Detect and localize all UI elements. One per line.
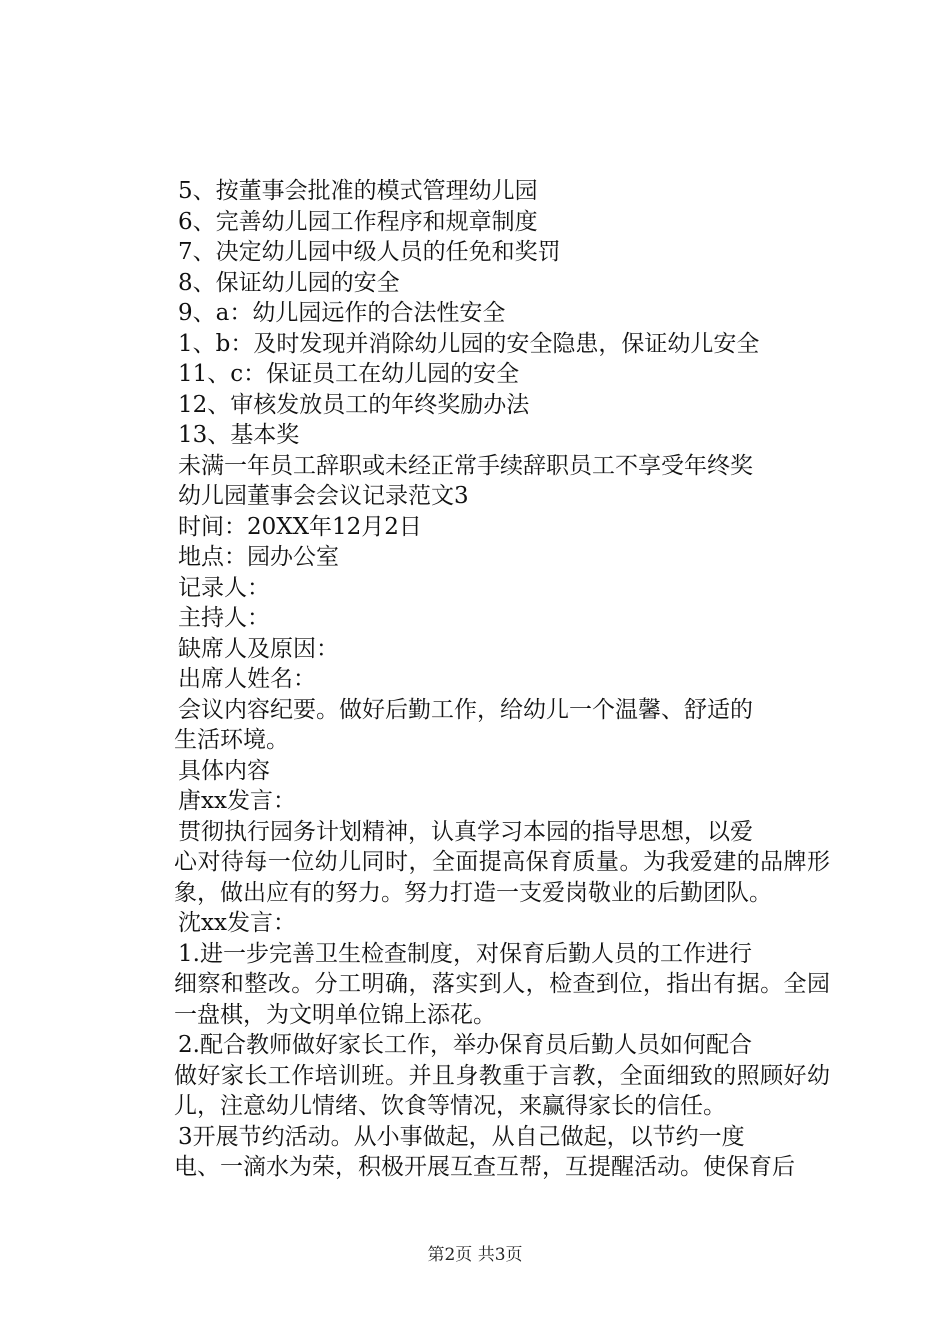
document-body [174,176,830,1183]
list-item: 6、完善幼儿园工作程序和规章制度 [178,208,538,235]
paragraph-first-line: 1.进一步完善卫生检查制度，对保育后勤人员的工作进行 [178,940,752,967]
meeting-host: 主持人： [178,605,270,631]
paragraph-rest: 生活环境。 [174,727,289,753]
paragraph-speech [176,817,830,909]
paragraph-rest: 电、一滴水为荣，积极开展互查互帮，互提醒活动。使保育后 [174,1154,795,1180]
paragraph-summary [176,695,830,756]
list-item: 13、基本奖 [178,422,300,448]
text-line: 未满一年员工辞职或未经正常手续辞职员工不享受年终奖 [178,452,753,479]
meeting-time: 时间：20XX年12月2日 [178,513,422,540]
paragraph-item [176,1122,830,1183]
meeting-recorder: 记录人： [178,574,270,601]
meeting-location: 地点：园办公室 [178,544,339,570]
paragraph-first-line: 贯彻执行园务计划精神，认真学习本园的指导思想，以爱 [178,818,753,845]
list-item: 12、审核发放员工的年终奖励办法 [178,391,530,418]
speaker-label [176,786,830,817]
paragraph-rest: 心对待每一位幼儿同时，全面提高保育质量。为我爱建的品牌形象，做出应有的努力。努力打造一支爱岗敬业的后勤团队。 [174,849,830,906]
list-item: 1、b：及时发现并消除幼儿园的安全隐患，保证幼儿安全 [178,330,760,357]
meeting-attendees: 出席人姓名： [178,666,316,692]
paragraph-item [176,939,830,1031]
paragraph-rest: 做好家长工作培训班。并且身教重于言教，全面细致的照顾好幼儿，注意幼儿情绪、饮食等情况，来赢得家长的信任。 [174,1062,830,1119]
page-footer: 第2页 共3页 [427,1245,523,1265]
paragraph-first-line: 2.配合教师做好家长工作，举办保育员后勤人员如何配合 [178,1032,752,1058]
paragraph-first-line: 会议内容纪要。做好后勤工作，给幼儿一个温馨、舒适的 [178,696,753,723]
list-item: 7、决定幼儿园中级人员的任免和奖罚 [178,239,561,265]
list-item: 8、保证幼儿园的安全 [178,269,400,296]
paragraph-heading [176,756,830,787]
meeting-absent: 缺席人及原因： [178,635,339,662]
list-item: 9、a：幼儿园远作的合法性安全 [178,300,506,326]
paragraph-first-line: 沈xx发言： [178,910,296,936]
section-title: 幼儿园董事会会议记录范文3 [178,483,469,509]
paragraph-rest: 细察和整改。分工明确，落实到人，检查到位，指出有据。全园一盘棋，为文明单位锦上添花。 [174,971,830,1028]
paragraph-first-line: 3开展节约活动。从小事做起，从自己做起，以节约一度 [178,1123,745,1150]
paragraph-first-line: 具体内容 [178,757,270,784]
paragraph-first-line: 唐xx发言： [178,788,296,814]
list-item: 5、按董事会批准的模式管理幼儿园 [178,178,538,204]
paragraph-item [176,1030,830,1122]
list-item: 11、c：保证员工在幼儿园的安全 [178,361,520,387]
speaker-label [176,908,830,939]
